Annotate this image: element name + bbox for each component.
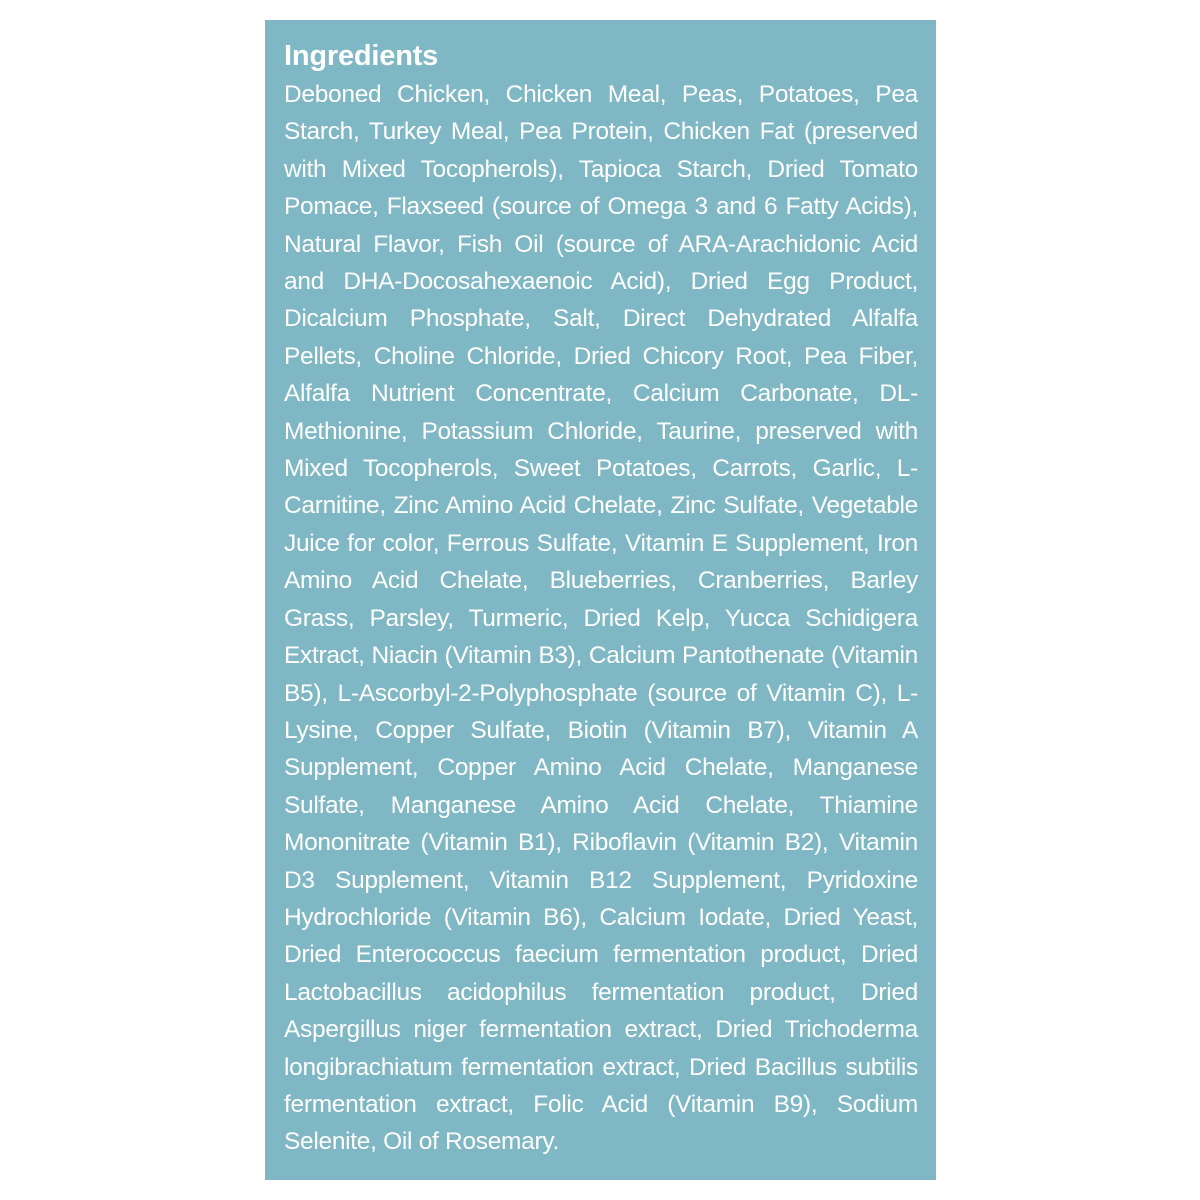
ingredients-heading: Ingredients (284, 40, 439, 72)
ingredients-panel (265, 20, 936, 1180)
ingredients-list: Deboned Chicken, Chicken Meal, Peas, Potatoes, Pea Starch, Turkey Meal, Pea Protein, Chicken Fat (preserved with Mixed Tocopherols), Tapioca Starch, Dried Tomato Pomace, Flaxseed (source of Omega 3 and 6 Fatty Acids), Natural Flavor, Fish Oil (source of ARA-Arachidonic Acid and DHA-Docosahexaenoic Acid), Dried Egg Product, Dicalcium Phosphate, Salt, Direct Dehydrated Alfalfa Pellets, Choline Chloride, Dried Chicory Root, Pea Fiber, Alfalfa Nutrient Concentrate, Calcium Carbonate, DL-Methionine, Potassium Chloride, Taurine, preserved with Mixed Tocopherols, Sweet Potatoes, Carrots, Garlic, L-Carnitine, Zinc Amino Acid Chelate, Zinc Sulfate, Vegetable Juice for color, Ferrous Sulfate, Vitamin E Supplement, Iron Amino Acid Chelate, Blueberries, Cranberries, Barley Grass, Parsley, Turmeric, Dried Kelp, Yucca Schidigera Extract, Niacin (Vitamin B3), Calcium Pantothenate (Vitamin B5), L-Ascorbyl-2-Polyphosphate (source of Vitamin C), L-Lysine, Copper Sulfate, Biotin (Vitamin B7), Vitamin A Supplement, Copper Amino Acid Chelate, Manganese Sulfate, Manganese Amino Acid Chelate, Thiamine Mononitrate (Vitamin B1), Riboflavin (Vitamin B2), Vitamin D3 Supplement, Vitamin B12 Supplement, Pyridoxine Hydrochloride (Vitamin B6), Calcium Iodate, Dried Yeast, Dried Enterococcus faecium fermentation product, Dried Lactobacillus acidophilus fermentation product, Dried Aspergillus niger fermentation extract, Dried Trichoderma longibrachiatum fermentation extract, Dried Bacillus subtilis fermentation extract, Folic Acid (Vitamin B9), Sodium Selenite, Oil of Rosemary. (284, 81, 918, 1156)
